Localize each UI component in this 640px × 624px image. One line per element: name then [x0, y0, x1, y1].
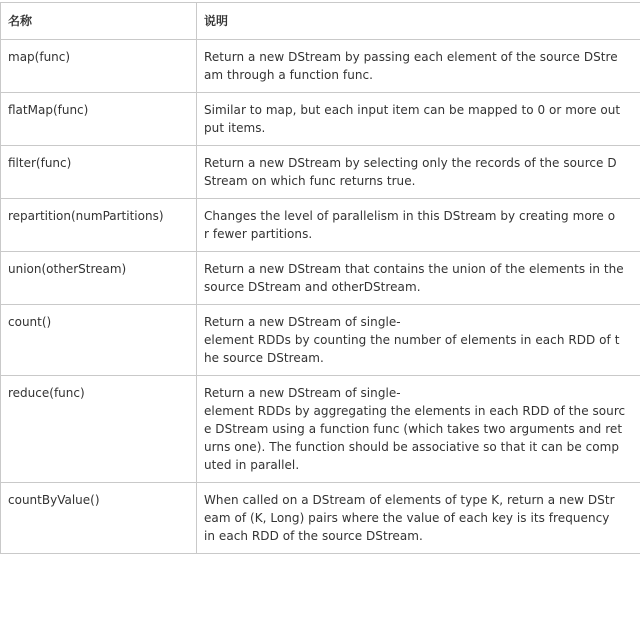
column-header-description	[197, 3, 640, 40]
table-header-row	[1, 3, 640, 40]
operation-description: Return a new DStream of single- element RDDs by counting the number of elements in each RDD of t he source DStream.	[197, 305, 640, 376]
operation-name: filter(func)	[1, 146, 197, 199]
operation-description: Return a new DStream of single- element RDDs by aggregating the elements in each RDD of the sourc e DStream using a function func (which takes two arguments and ret urns one). The function should be associative so that it can be comp uted in parallel.	[197, 376, 640, 483]
operation-name: map(func)	[1, 40, 197, 93]
table-row	[1, 252, 640, 305]
operation-name: countByValue()	[1, 483, 197, 554]
operation-name: count()	[1, 305, 197, 376]
operation-description: Changes the level of parallelism in this DStream by creating more o r fewer partitions.	[197, 199, 640, 252]
dstream-operations-table	[0, 2, 640, 554]
table-row	[1, 305, 640, 376]
column-header-description-label: 说明	[204, 14, 229, 28]
operation-description: When called on a DStream of elements of type K, return a new DStr eam of (K, Long) pairs where the value of each key is its frequency in each RDD of the source DStream.	[197, 483, 640, 554]
table-row	[1, 483, 640, 554]
table-row	[1, 376, 640, 483]
operation-name: flatMap(func)	[1, 93, 197, 146]
operation-description: Return a new DStream that contains the union of the elements in the source DStream and otherDStream.	[197, 252, 640, 305]
column-header-name	[1, 3, 197, 40]
table-row	[1, 93, 640, 146]
table-row	[1, 199, 640, 252]
table-row	[1, 146, 640, 199]
operation-description: Return a new DStream by passing each element of the source DStre am through a function func.	[197, 40, 640, 93]
table-row	[1, 40, 640, 93]
operation-name: reduce(func)	[1, 376, 197, 483]
operation-name: union(otherStream)	[1, 252, 197, 305]
operation-description: Return a new DStream by selecting only the records of the source D Stream on which func returns true.	[197, 146, 640, 199]
operation-description: Similar to map, but each input item can be mapped to 0 or more out put items.	[197, 93, 640, 146]
column-header-name-label: 名称	[8, 14, 33, 28]
operation-name: repartition(numPartitions)	[1, 199, 197, 252]
